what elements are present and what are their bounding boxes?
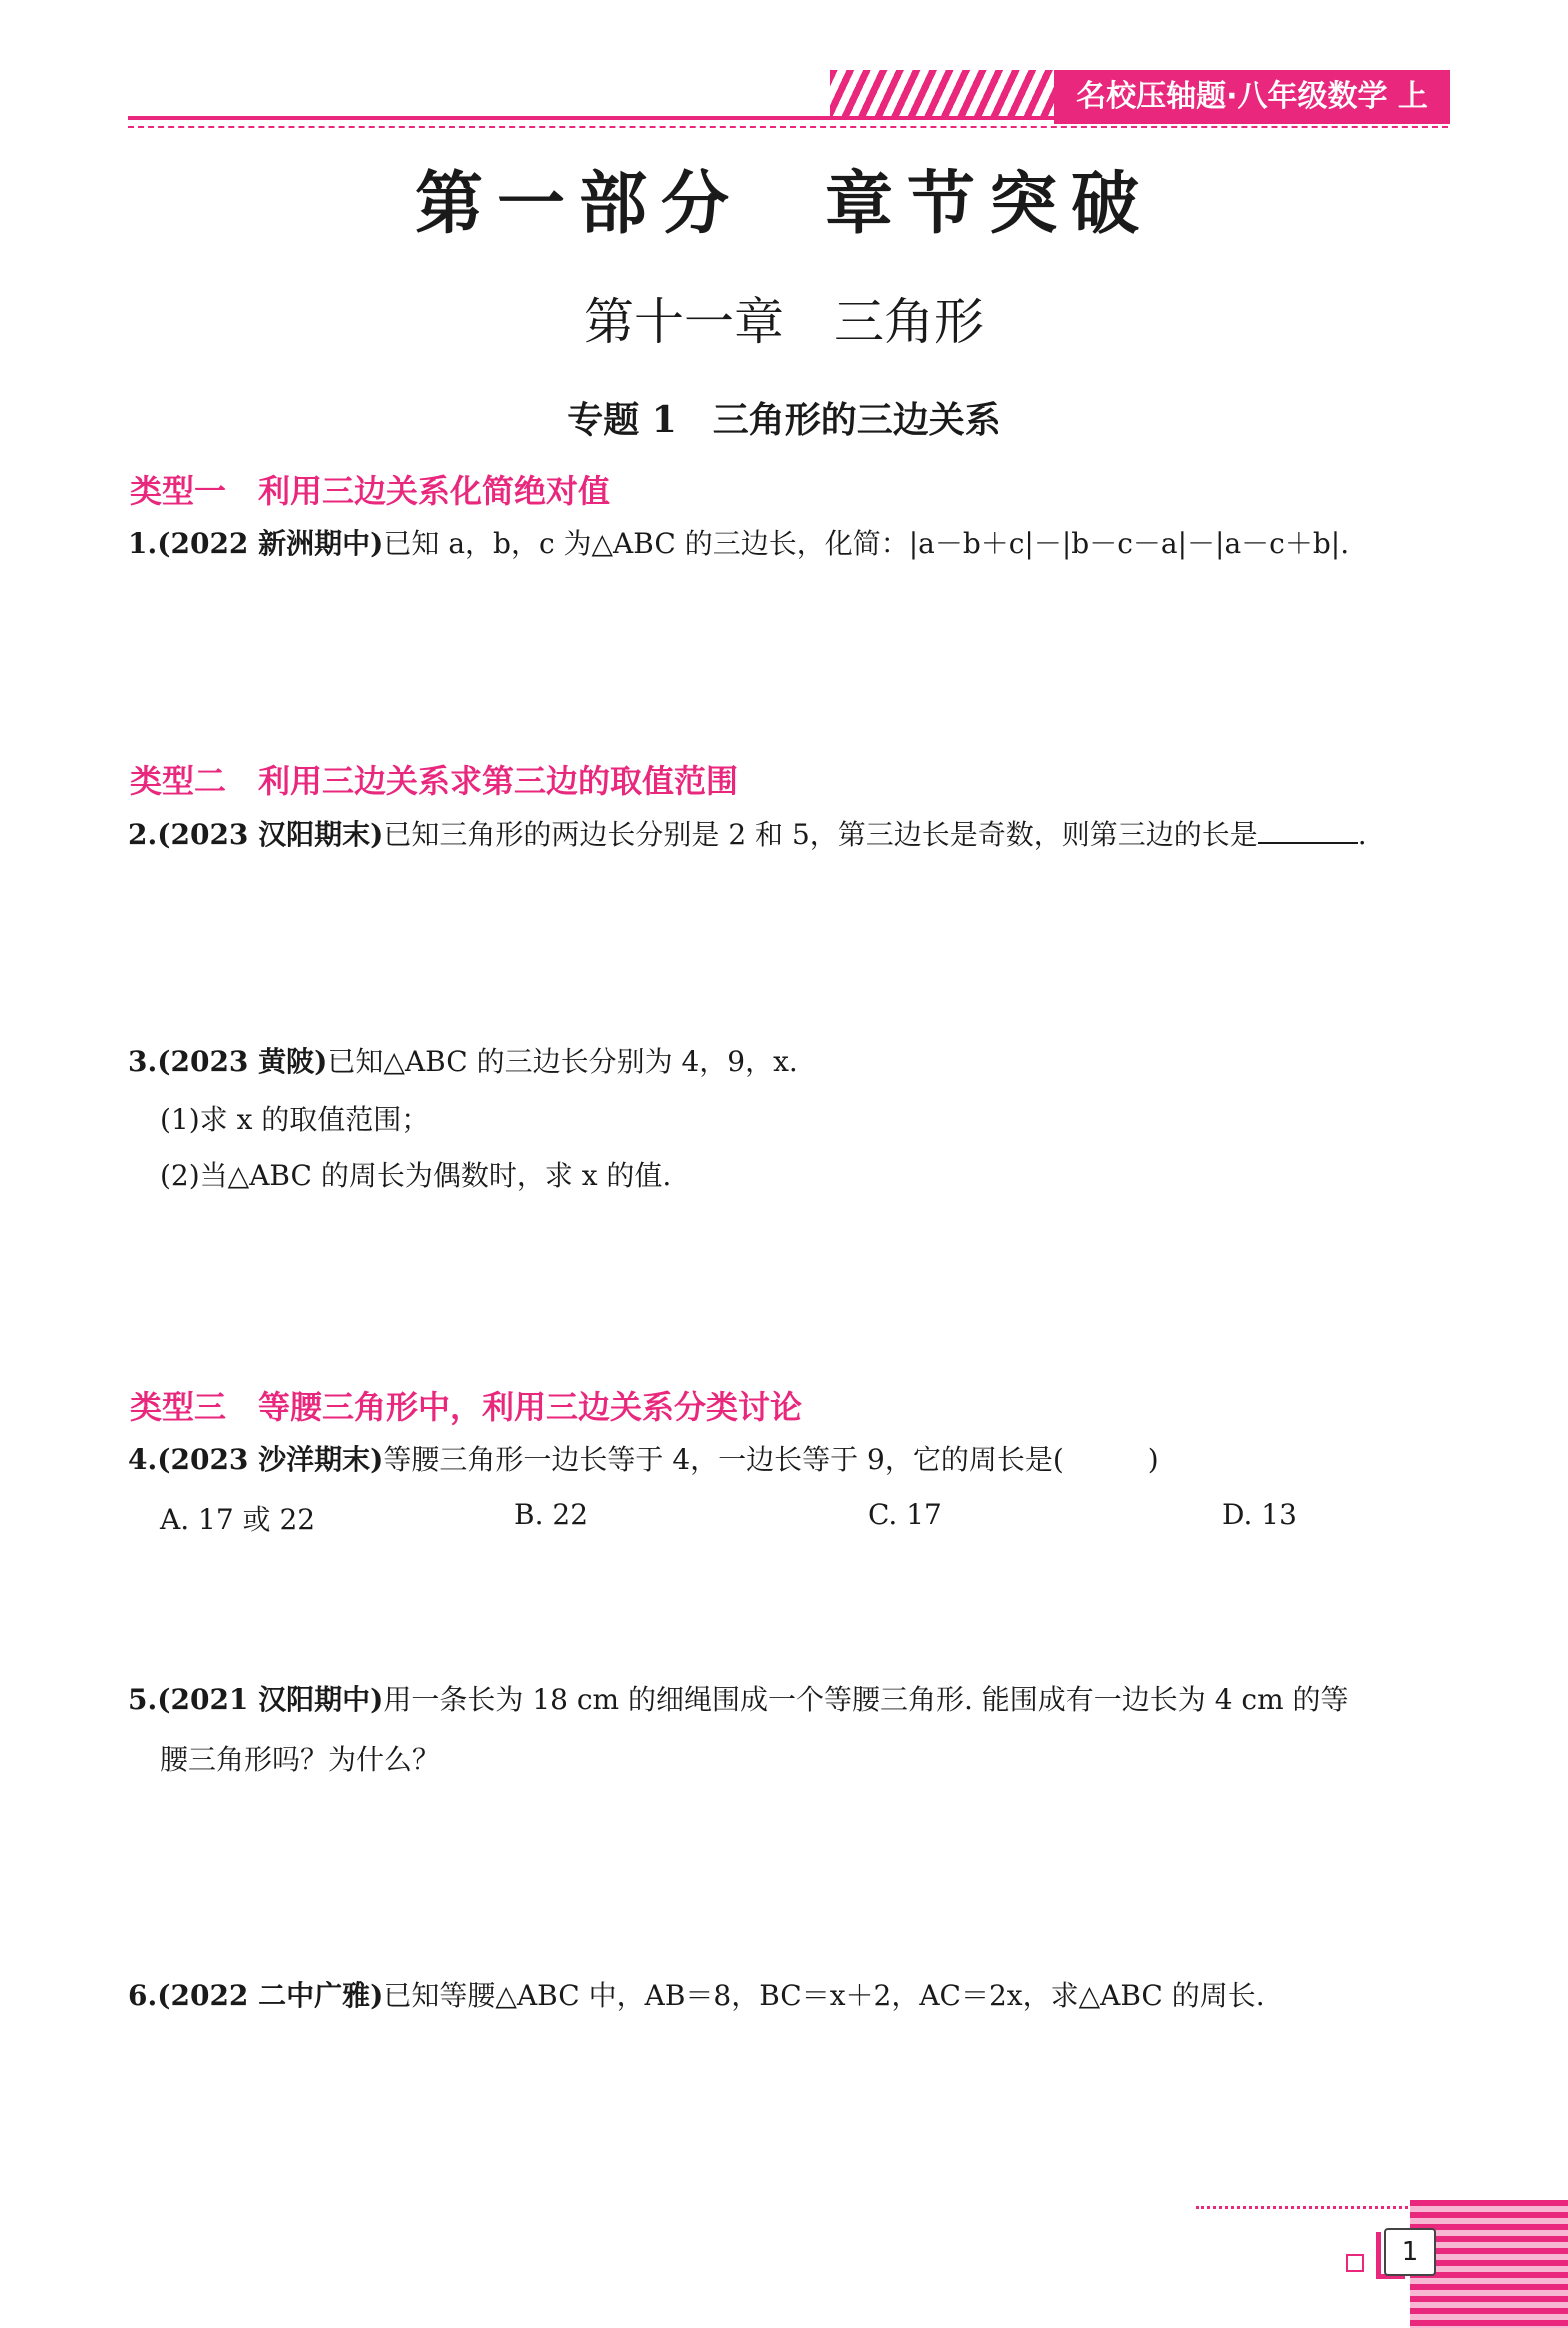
question-3	[128, 1042, 798, 1082]
part-title: 第一部分 章节突破	[414, 164, 1153, 244]
question-text: 已知三角形的两边长分别是 2 和 5，第三边长是奇数，则第三边的长是	[383, 818, 1258, 851]
question-source: (2022 二中广雅)	[157, 1979, 384, 2012]
question-5-line-2: 腰三角形吗？为什么？	[160, 1743, 441, 1776]
option-a[interactable]: A. 17 或 22	[160, 1503, 316, 1536]
answer-blank[interactable]	[1258, 814, 1358, 844]
question-source: (2021 汉阳期中)	[157, 1683, 384, 1716]
question-number: 1.	[128, 527, 158, 560]
option-d[interactable]: D. 13	[1222, 1498, 1297, 1531]
question-source: (2023 黄陂)	[157, 1045, 328, 1078]
type-heading-2: 类型二 利用三边关系求第三边的取值范围	[130, 762, 739, 800]
topic-title: 专题 1 三角形的三边关系	[567, 399, 1001, 441]
question-number: 6.	[128, 1979, 158, 2012]
header-dashed-rule	[128, 126, 1448, 128]
question-6	[128, 1976, 1265, 2016]
question-number: 2.	[128, 818, 158, 851]
footer-dotted-rule	[1196, 2206, 1408, 2209]
type-heading-3: 类型三 等腰三角形中，利用三边关系分类讨论	[130, 1388, 803, 1426]
chapter-title: 第十一章 三角形	[584, 293, 984, 351]
question-text: 等腰三角形一边长等于 4，一边长等于 9，它的周长是( )	[383, 1443, 1159, 1476]
question-end: .	[1357, 818, 1367, 851]
type-heading-1: 类型一 利用三边关系化简绝对值	[130, 472, 611, 510]
question-source: (2023 沙洋期末)	[157, 1443, 384, 1476]
option-c[interactable]: C. 17	[868, 1498, 942, 1531]
question-4	[128, 1440, 1159, 1480]
question-text: 已知△ABC 的三边长分别为 4，9，x.	[327, 1045, 798, 1078]
question-1	[128, 524, 1349, 564]
page-number: 1	[1384, 2228, 1436, 2276]
question-text: 已知 a，b，c 为△ABC 的三边长，化简：|a－b＋c|－|b－c－a|－|a－c＋b|.	[383, 527, 1350, 560]
question-2	[128, 814, 1367, 855]
square-icon	[1346, 2254, 1364, 2272]
question-number: 3.	[128, 1045, 158, 1078]
question-source: (2022 新洲期中)	[157, 527, 384, 560]
header-stripes	[830, 70, 1054, 120]
question-number: 4.	[128, 1443, 158, 1476]
question-number: 5.	[128, 1683, 158, 1716]
question-text: 已知等腰△ABC 中，AB＝8，BC＝x＋2，AC＝2x，求△ABC 的周长.	[383, 1979, 1265, 2012]
question-text: 用一条长为 18 cm 的细绳围成一个等腰三角形. 能围成有一边长为 4 cm 的等	[383, 1683, 1349, 1716]
question-5	[128, 1680, 1349, 1720]
question-3-part-2: (2)当△ABC 的周长为偶数时，求 x 的值.	[160, 1159, 672, 1192]
question-3-part-1: (1)求 x 的取值范围；	[160, 1103, 430, 1136]
option-b[interactable]: B. 22	[514, 1498, 589, 1531]
series-label: 名校压轴题·八年级数学 上	[1054, 70, 1450, 124]
question-source: (2023 汉阳期末)	[157, 818, 384, 851]
